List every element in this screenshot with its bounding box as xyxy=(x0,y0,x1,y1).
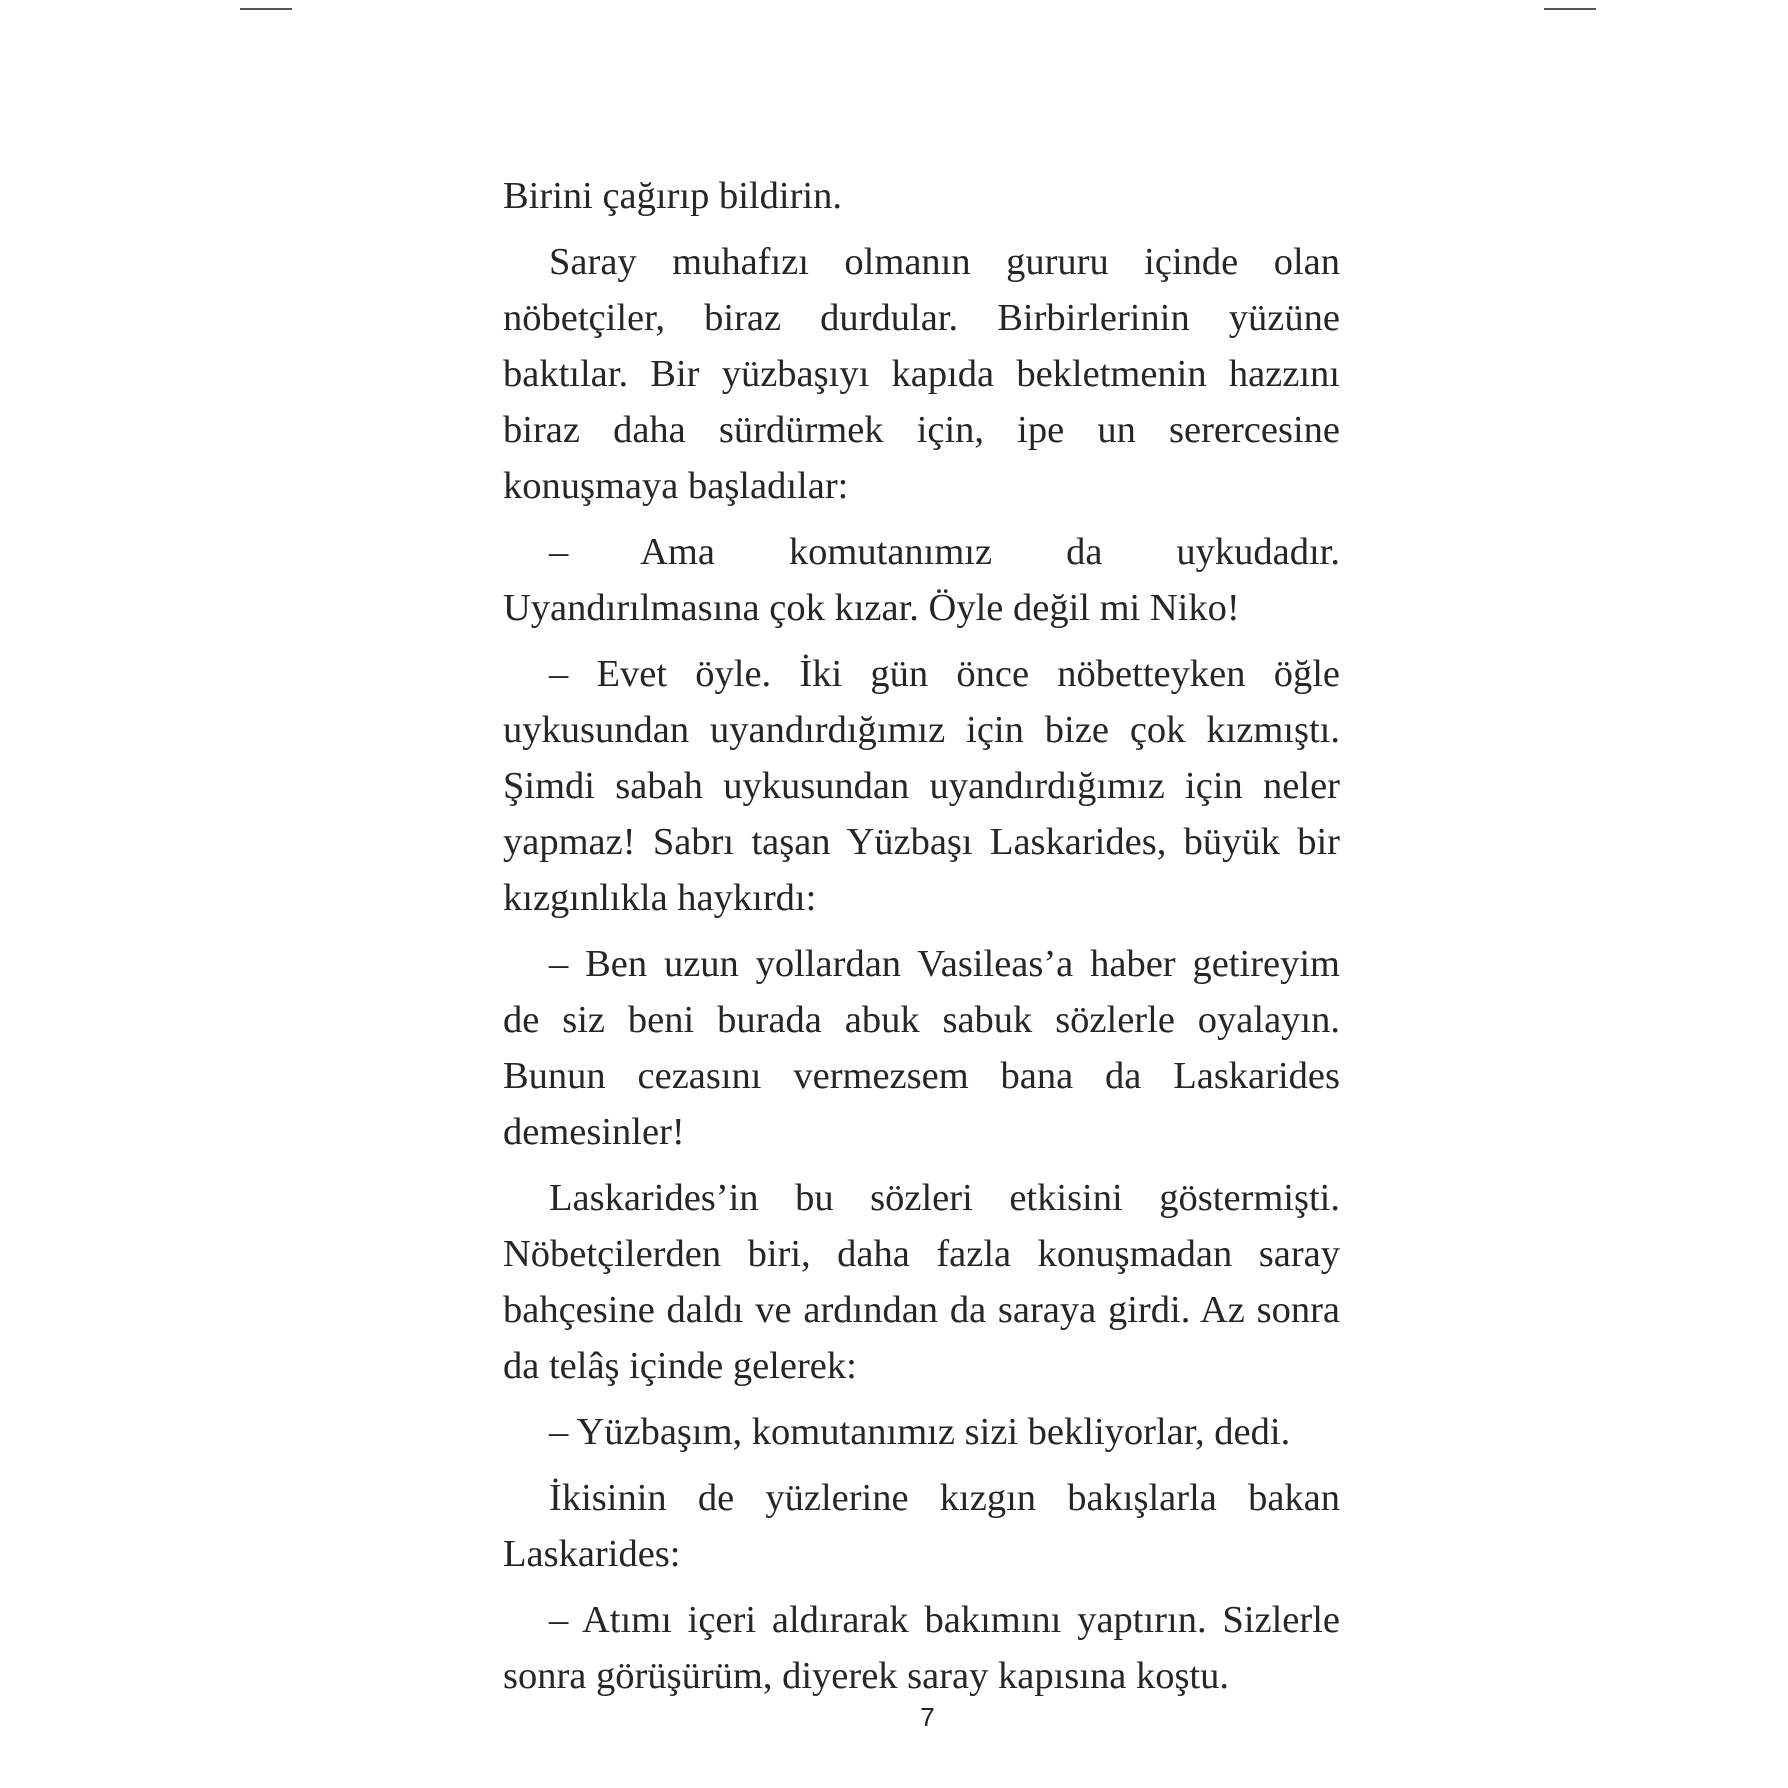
paragraph: Birini çağırıp bildirin. xyxy=(503,175,842,217)
crop-mark-right xyxy=(1544,8,1596,10)
crop-mark-left xyxy=(240,8,292,10)
paragraph: – Yüzbaşım, komutanımız sizi bekliyorlar, dedi. xyxy=(549,1411,1291,1453)
page-number: 7 xyxy=(920,1702,935,1732)
paragraph: – Ama komutanımız da uykudadır. Uyandırılmasına çok kızar. Öyle değil mi Niko! xyxy=(503,531,1340,629)
paragraph: – Evet öyle. İki gün önce nöbetteyken öğle uykusundan uyandırdığımız için bize çok kızmıştı. Şimdi sabah uykusundan uyandırdığımız için neler yapmaz! Sabrı taşan Yüzbaşı Laskarides, büyük bir kızgınlıkla haykırdı: xyxy=(503,653,1340,919)
paragraph: – Atımı içeri aldırarak bakımını yaptırın. Sizlerle sonra görüşürüm, diyerek saray kapısına koştu. xyxy=(503,1599,1340,1697)
paragraph: İkisinin de yüzlerine kızgın bakışlarla bakan Laskarides: xyxy=(503,1477,1340,1575)
paragraph: – Ben uzun yollardan Vasileas’a haber getireyim de siz beni burada abuk sabuk sözlerle oyalayın. Bunun cezasını vermezsem bana da Laskarides demesinler! xyxy=(503,943,1340,1153)
body-text xyxy=(503,168,1340,1714)
paragraph: Saray muhafızı olmanın gururu içinde olan nöbetçiler, biraz durdular. Birbirlerinin yüzüne baktılar. Bir yüzbaşıyı kapıda bekletmenin hazzını biraz daha sürdürmek için, ipe un serercesine konuşmaya başladılar: xyxy=(503,241,1340,507)
paragraph: Laskarides’in bu sözleri etkisini göstermişti. Nöbetçilerden biri, daha fazla konuşmadan saray bahçesine daldı ve ardından da saraya girdi. Az sonra da telâş içinde gelerek: xyxy=(503,1177,1340,1387)
